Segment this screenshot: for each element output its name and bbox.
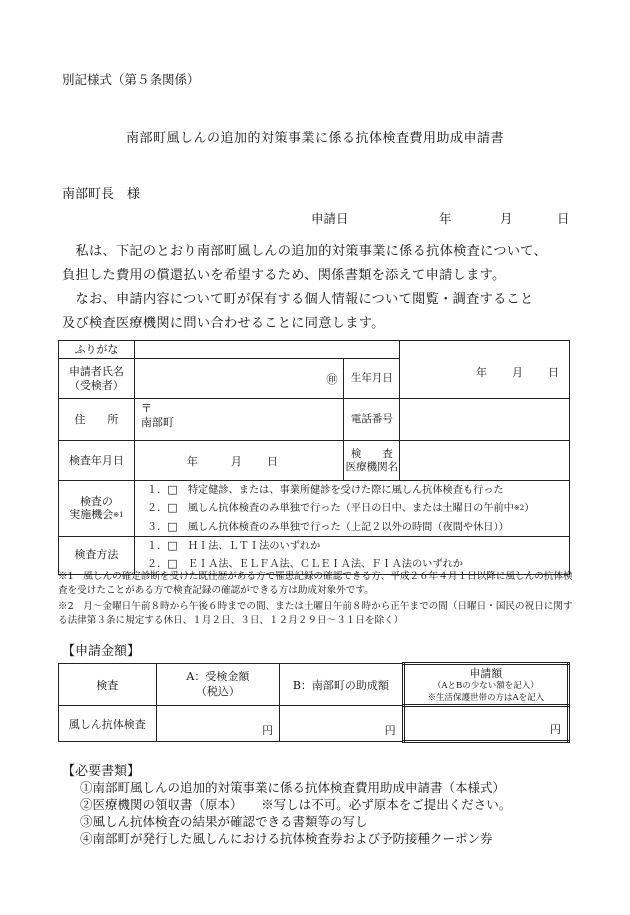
postal-mark: 〒: [140, 402, 152, 415]
amount-a-field[interactable]: [156, 706, 280, 742]
checkbox-icon[interactable]: □: [167, 519, 178, 533]
name-label: [59, 359, 135, 399]
opportunity-label: [59, 481, 135, 537]
dob-label: 生年月日: [344, 359, 400, 399]
checkbox-icon[interactable]: □: [167, 538, 178, 552]
furigana-label: ふりがな: [59, 341, 135, 359]
checkbox-icon[interactable]: □: [167, 483, 178, 496]
test-date-field[interactable]: [134, 441, 344, 481]
test-date-month: 月: [230, 455, 242, 468]
opportunity-label-line1: 検査の: [79, 494, 113, 508]
amount-table: [58, 662, 570, 743]
facility-field[interactable]: [400, 441, 570, 481]
amount-b-field[interactable]: [280, 706, 404, 742]
checkbox-icon[interactable]: □: [167, 557, 178, 571]
document-item-2: ②医療機関の領収書（原本） ※写しは不可。必ず原本をご提出ください。: [80, 797, 512, 812]
address-value: 南部町: [140, 415, 174, 429]
dob-year: 年: [476, 366, 487, 379]
opportunity-options: [134, 481, 569, 537]
applicant-table: [58, 340, 570, 575]
note-2: ※2 月～金曜日午前８時から午後６時までの間、または土曜日午前８時から正午までの間（日曜日・国民の祝日に関する法律第３条に規定する休日、１月２日、３日、１２月２９日～３１日を除く）: [58, 601, 573, 626]
body-line-2: 負担した費用の償還払いを希望するため、関係書類を添えて申請します。: [62, 268, 506, 283]
form-label: 別記様式（第５条関係）: [62, 72, 200, 87]
application-date-month: 月: [500, 211, 513, 226]
application-date-day: 日: [557, 211, 570, 226]
body-line-3: なお、申請内容について町が保有する個人情報について閲覧・調査すること: [62, 292, 534, 307]
document-item-4: ④南部町が発行した風しんにおける抗体検査券および予防接種クーポン券: [80, 831, 493, 846]
name-label-sub: （受検者）: [68, 378, 124, 392]
application-date-label: 申請日: [311, 211, 349, 226]
method-option-1[interactable]: １．□ ＨＩ法、ＬＴＩ法のいずれか: [146, 538, 321, 552]
body-line-4: 及び検査医療機関に問い合わせることに同意します。: [62, 316, 385, 331]
documents-heading: 【必要書類】: [62, 764, 141, 779]
address-label: 住 所: [59, 399, 135, 441]
name-label-main: 申請者氏名: [68, 364, 124, 378]
test-date-day: 日: [266, 455, 278, 468]
col-test-header: 検査: [59, 664, 157, 706]
test-date-label: 検査年月日: [59, 441, 135, 481]
opportunity-option-2[interactable]: ２．□ 風しん抗体検査のみ単独で行った（平日の日中、または土曜日の午前中※2）: [146, 501, 535, 515]
phone-field[interactable]: [400, 399, 570, 441]
yen-unit: 円: [262, 724, 274, 737]
facility-label-line2: 医療機関名: [345, 460, 399, 473]
facility-label-line1: 検 査: [350, 447, 393, 460]
yen-unit: 円: [384, 724, 396, 737]
address-field[interactable]: [134, 399, 344, 441]
col-b-header: B：南部町の助成額: [280, 664, 404, 706]
document-item-3: ③風しん抗体検査の結果が確認できる書類等の写し: [80, 814, 368, 829]
test-date-year: 年: [186, 455, 198, 468]
opportunity-option-1[interactable]: １．□ 特定健診、または、事業所健診を受けた際に風しん抗体検査も行った: [146, 483, 504, 496]
amount-heading: 【申請金額】: [62, 644, 141, 659]
yen-unit: 円: [550, 723, 561, 736]
col-a-header: A：受検金額 （税込）: [156, 664, 280, 706]
checkbox-icon[interactable]: □: [167, 501, 178, 515]
body-line-1: 私は、下記のとおり南部町風しんの追加的対策事業に係る抗体検査について、: [62, 244, 548, 259]
phone-label: 電話番号: [344, 399, 400, 441]
document-item-1: ①南部町風しんの追加的対策事業に係る抗体検査費用助成申請書（本様式）: [80, 780, 506, 795]
opportunity-label-line2: 実施機会※1: [69, 508, 124, 522]
row-label-rubella: 風しん抗体検査: [59, 706, 157, 742]
name-field[interactable]: [134, 359, 344, 399]
facility-label: [344, 441, 400, 481]
seal-mark: ㊞: [326, 372, 338, 386]
furigana-field[interactable]: [134, 341, 399, 359]
col-claim-header: 申請額 （AとBの少ない額を記入） ※生活保護世帯の方はAを記入: [403, 664, 568, 706]
method-option-2[interactable]: ２．□ ＥＩＡ法、ＥＬＦＡ法、ＣＬＥＩＡ法、ＦＩＡ法のいずれか: [146, 557, 463, 571]
opportunity-option-3[interactable]: ３．□ 風しん抗体検査のみ単独で行った（上記２以外の時間（夜間や休日））: [146, 519, 509, 533]
method-label: 検査方法: [59, 536, 135, 574]
dob-month: 月: [512, 366, 523, 379]
document-title: 南部町風しんの追加的対策事業に係る抗体検査費用助成申請書: [125, 131, 504, 146]
addressee: 南部町長 様: [62, 187, 141, 202]
note-1: ※1 風しんの確定診断を受けた既往歴がある方で罹患記録の確認できる方、平成２６年４月１日以降に風しんの抗体検査を受けたことがある方で検査記録の確認ができる方は助成対象外です。: [58, 571, 573, 596]
dob-day: 日: [548, 366, 559, 379]
application-date-year: 年: [439, 211, 452, 226]
method-options: [134, 536, 569, 574]
amount-claim-field[interactable]: [403, 706, 568, 742]
